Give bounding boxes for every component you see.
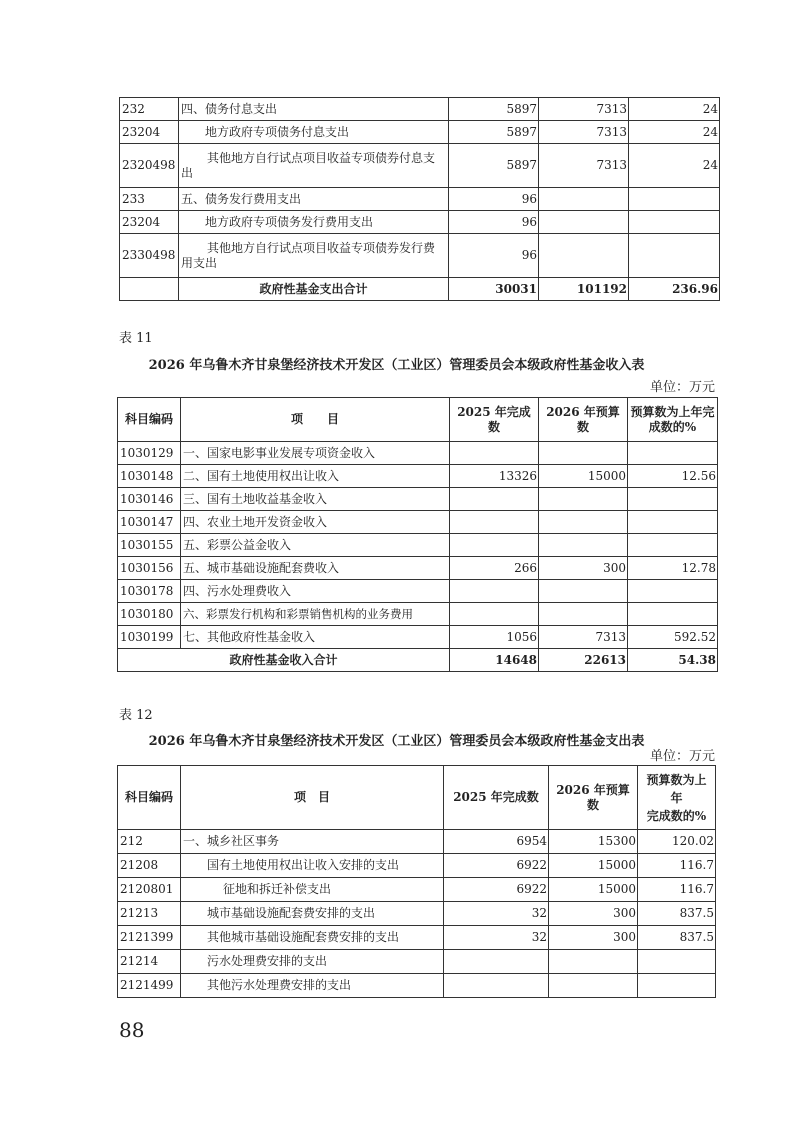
value-2025-cell: 5897 <box>449 121 539 144</box>
table-row <box>118 830 716 854</box>
item-cell: 国有土地使用权出让收入安排的支出 <box>181 854 444 878</box>
table-row <box>120 144 720 188</box>
revenue-table <box>117 397 718 672</box>
item-cell: 污水处理费安排的支出 <box>181 950 444 974</box>
code-cell: 212 <box>118 830 181 854</box>
table11-unit: 单位：万元 <box>650 380 716 395</box>
code-cell: 23204 <box>120 121 179 144</box>
header-percent: 预算数为上年完成数的% <box>628 398 718 442</box>
item-cell: 征地和拆迁补偿支出 <box>181 878 444 902</box>
table-row <box>118 603 718 626</box>
value-2025-cell: 96 <box>449 188 539 211</box>
item-cell: 五、债务发行费用支出 <box>179 188 449 211</box>
item-cell: 其他地方自行试点项目收益专项债券付息支出 <box>179 144 449 188</box>
percent-cell: 12.78 <box>628 557 718 580</box>
percent-cell <box>628 488 718 511</box>
item-cell: 其他污水处理费安排的支出 <box>181 974 444 998</box>
value-2026-cell: 15300 <box>549 830 638 854</box>
header-row <box>118 766 716 830</box>
table-row <box>120 98 720 121</box>
percent-cell: 120.02 <box>638 830 716 854</box>
table-row <box>118 534 718 557</box>
percent-cell <box>628 511 718 534</box>
item-cell: 其他地方自行试点项目收益专项债券发行费用支出 <box>179 234 449 278</box>
code-cell: 1030148 <box>118 465 181 488</box>
table12-unit: 单位：万元 <box>650 749 716 764</box>
value-2026-cell: 15000 <box>539 465 628 488</box>
percent-cell <box>628 603 718 626</box>
percent-cell <box>629 211 720 234</box>
value-2025-cell <box>450 603 539 626</box>
code-cell: 1030155 <box>118 534 181 557</box>
page-number: 88 <box>119 1018 145 1042</box>
percent-cell: 116.7 <box>638 854 716 878</box>
item-cell: 四、农业土地开发资金收入 <box>181 511 450 534</box>
value-2025-cell: 96 <box>449 211 539 234</box>
total-row <box>120 278 720 301</box>
value-2025-cell <box>450 488 539 511</box>
percent-cell <box>628 442 718 465</box>
table-row <box>118 580 718 603</box>
code-cell: 1030129 <box>118 442 181 465</box>
percent-cell: 837.5 <box>638 926 716 950</box>
value-2025-cell: 13326 <box>450 465 539 488</box>
table-row <box>118 488 718 511</box>
item-cell: 三、国有土地收益基金收入 <box>181 488 450 511</box>
value-2026-cell <box>539 534 628 557</box>
code-cell: 1030180 <box>118 603 181 626</box>
value-2025-cell: 32 <box>444 902 549 926</box>
table-row <box>118 557 718 580</box>
percent-cell <box>638 974 716 998</box>
percent-cell <box>638 950 716 974</box>
code-cell: 21208 <box>118 854 181 878</box>
total-2025: 14648 <box>450 649 539 672</box>
value-2025-cell: 5897 <box>449 98 539 121</box>
item-cell: 四、债务付息支出 <box>179 98 449 121</box>
code-cell: 21214 <box>118 950 181 974</box>
item-cell: 七、其他政府性基金收入 <box>181 626 450 649</box>
value-2025-cell <box>450 442 539 465</box>
value-2026-cell <box>549 974 638 998</box>
percent-cell <box>629 234 720 278</box>
total-label: 政府性基金收入合计 <box>118 649 450 672</box>
item-cell: 五、彩票公益金收入 <box>181 534 450 557</box>
value-2025-cell: 6954 <box>444 830 549 854</box>
value-2026-cell <box>539 511 628 534</box>
table-row <box>120 211 720 234</box>
header-2025: 2025 年完成数 <box>444 766 549 830</box>
table-row <box>118 974 716 998</box>
code-cell: 233 <box>120 188 179 211</box>
code-cell <box>120 278 179 301</box>
header-item: 项 目 <box>181 766 444 830</box>
value-2025-cell: 5897 <box>449 144 539 188</box>
table-row <box>118 854 716 878</box>
table-row <box>120 188 720 211</box>
value-2025-cell <box>444 974 549 998</box>
table11-caption: 表 11 <box>119 331 153 346</box>
table-row <box>118 511 718 534</box>
table-row <box>118 950 716 974</box>
value-2026-cell <box>539 211 629 234</box>
item-cell: 二、国有土地使用权出让收入 <box>181 465 450 488</box>
code-cell: 1030147 <box>118 511 181 534</box>
header-percent-line1: 预算数为上 <box>646 772 707 787</box>
item-cell: 地方政府专项债务发行费用支出 <box>179 211 449 234</box>
value-2025-cell: 266 <box>450 557 539 580</box>
item-cell: 六、彩票发行机构和彩票销售机构的业务费用 <box>181 603 450 626</box>
value-2026-cell <box>539 488 628 511</box>
value-2026-cell: 7313 <box>539 144 629 188</box>
code-cell: 1030156 <box>118 557 181 580</box>
table-row <box>118 626 718 649</box>
code-cell: 1030146 <box>118 488 181 511</box>
header-code: 科目编码 <box>118 766 181 830</box>
value-2026-cell: 15000 <box>549 854 638 878</box>
code-cell: 2121399 <box>118 926 181 950</box>
header-percent-line3: 完成数的% <box>646 808 707 823</box>
header-item: 项 目 <box>181 398 450 442</box>
expenditure-table <box>117 765 716 998</box>
value-2025-cell <box>450 534 539 557</box>
value-2025-cell <box>444 950 549 974</box>
header-2025: 2025 年完成数 <box>450 398 539 442</box>
code-cell: 2320498 <box>120 144 179 188</box>
table12-caption: 表 12 <box>119 708 153 723</box>
code-cell: 1030199 <box>118 626 181 649</box>
percent-cell: 116.7 <box>638 878 716 902</box>
total-2026: 101192 <box>539 278 629 301</box>
value-2025-cell <box>450 511 539 534</box>
item-cell: 其他城市基础设施配套费安排的支出 <box>181 926 444 950</box>
code-cell: 2120801 <box>118 878 181 902</box>
value-2026-cell: 300 <box>539 557 628 580</box>
value-2026-cell <box>539 188 629 211</box>
header-2026: 2026 年预算数 <box>549 766 638 830</box>
percent-cell: 12.56 <box>628 465 718 488</box>
percent-cell <box>628 534 718 557</box>
table-row <box>120 234 720 278</box>
total-2026: 22613 <box>539 649 628 672</box>
value-2025-cell: 6922 <box>444 878 549 902</box>
header-row <box>118 398 718 442</box>
value-2026-cell <box>539 580 628 603</box>
value-2025-cell: 96 <box>449 234 539 278</box>
item-cell: 一、国家电影事业发展专项资金收入 <box>181 442 450 465</box>
code-cell: 1030178 <box>118 580 181 603</box>
table-row <box>118 878 716 902</box>
code-cell: 23204 <box>120 211 179 234</box>
total-percent: 236.96 <box>629 278 720 301</box>
item-cell: 城市基础设施配套费安排的支出 <box>181 902 444 926</box>
percent-cell: 837.5 <box>638 902 716 926</box>
total-label: 政府性基金支出合计 <box>179 278 449 301</box>
total-2025: 30031 <box>449 278 539 301</box>
value-2026-cell: 7313 <box>539 626 628 649</box>
header-2026: 2026 年预算数 <box>539 398 628 442</box>
value-2026-cell: 300 <box>549 902 638 926</box>
value-2026-cell: 15000 <box>549 878 638 902</box>
code-cell: 21213 <box>118 902 181 926</box>
header-percent <box>638 766 716 830</box>
total-row <box>118 649 718 672</box>
header-code: 科目编码 <box>118 398 181 442</box>
value-2026-cell: 7313 <box>539 98 629 121</box>
percent-cell: 24 <box>629 98 720 121</box>
value-2026-cell: 300 <box>549 926 638 950</box>
value-2025-cell: 6922 <box>444 854 549 878</box>
percent-cell <box>628 580 718 603</box>
value-2026-cell <box>549 950 638 974</box>
table-row <box>118 442 718 465</box>
total-percent: 54.38 <box>628 649 718 672</box>
value-2026-cell <box>539 603 628 626</box>
item-cell: 地方政府专项债务付息支出 <box>179 121 449 144</box>
percent-cell <box>629 188 720 211</box>
table-row <box>120 121 720 144</box>
value-2026-cell: 7313 <box>539 121 629 144</box>
value-2025-cell: 32 <box>444 926 549 950</box>
table12-title: 2026 年乌鲁木齐甘泉堡经济技术开发区（工业区）管理委员会本级政府性基金支出表 <box>148 734 645 749</box>
value-2025-cell: 1056 <box>450 626 539 649</box>
value-2026-cell <box>539 442 628 465</box>
value-2026-cell <box>539 234 629 278</box>
item-cell: 一、城乡社区事务 <box>181 830 444 854</box>
percent-cell: 592.52 <box>628 626 718 649</box>
percent-cell: 24 <box>629 121 720 144</box>
code-cell: 2121499 <box>118 974 181 998</box>
item-cell: 五、城市基础设施配套费收入 <box>181 557 450 580</box>
table-row <box>118 902 716 926</box>
value-2025-cell <box>450 580 539 603</box>
code-cell: 232 <box>120 98 179 121</box>
item-cell: 四、污水处理费收入 <box>181 580 450 603</box>
expenditure-table-continued <box>119 97 720 301</box>
table11-title: 2026 年乌鲁木齐甘泉堡经济技术开发区（工业区）管理委员会本级政府性基金收入表 <box>148 358 645 373</box>
code-cell: 2330498 <box>120 234 179 278</box>
header-percent-line2: 年 <box>670 790 683 805</box>
table-row <box>118 926 716 950</box>
table-row <box>118 465 718 488</box>
percent-cell: 24 <box>629 144 720 188</box>
